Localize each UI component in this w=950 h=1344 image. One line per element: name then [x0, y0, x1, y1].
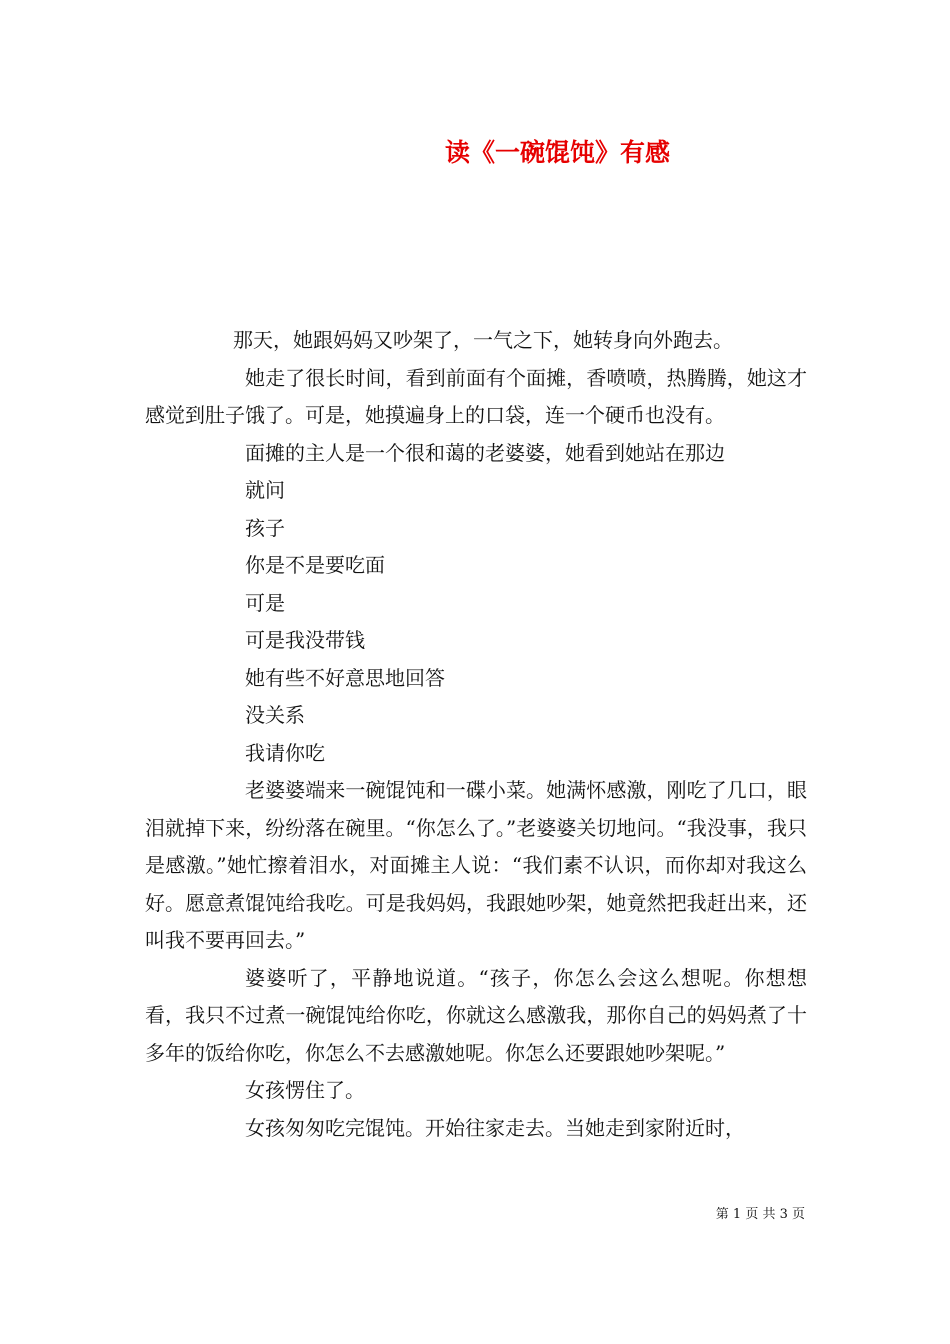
paragraph: 女孩愣住了。 [245, 1078, 365, 1102]
paragraph: 她走了很长时间，看到前面有个面摊，香喷喷，热腾腾，她这才感觉到肚子饿了。可是，她摸遍身上的口袋，连一个硬币也没有。 [145, 365, 807, 427]
page-number-footer: 第 1 页 共 3 页 [715, 1207, 805, 1222]
paragraph: 孩子 [245, 515, 285, 540]
paragraph: 没关系 [245, 703, 305, 727]
paragraph: 面摊的主人是一个很和蔼的老婆婆，她看到她站在那边 [245, 440, 725, 465]
document-title: 读《一碗馄饨》有感 [444, 138, 670, 167]
paragraph: 就问 [245, 478, 285, 502]
paragraph: 可是我没带钱 [245, 628, 365, 652]
paragraph: 可是 [245, 590, 285, 615]
paragraph: 女孩匆匆吃完馄饨。开始往家走去。当她走到家附近时， [245, 1115, 745, 1140]
paragraph: 她有些不好意思地回答 [245, 665, 445, 690]
paragraph: 老婆婆端来一碗馄饨和一碟小菜。她满怀感激，刚吃了几口，眼泪就掉下来，纷纷落在碗里。“你怎么了。”老婆婆关切地问。“我没事，我只是感激。”她忙擦着泪水，对面摊主人说：“我们素不认识，而你却对我这么好。愿意煮馄饨给我吃。可是我妈妈，我跟她吵架，她竟然把我赶出来，还叫我不要再回去。” [145, 778, 807, 952]
paragraph: 我请你吃 [245, 740, 325, 765]
paragraph: 那天，她跟妈妈又吵架了，一气之下，她转身向外跑去。 [233, 328, 733, 352]
paragraph: 婆婆听了，平静地说道。“孩子，你怎么会这么想呢。你想想看，我只不过煮一碗馄饨给你吃，你就这么感激我，那你自己的妈妈煮了十多年的饭给你吃，你怎么不去感激她呢。你怎么还要跟她吵架呢。” [145, 965, 807, 1065]
document-body [145, 322, 807, 1147]
paragraph: 你是不是要吃面 [245, 553, 385, 577]
